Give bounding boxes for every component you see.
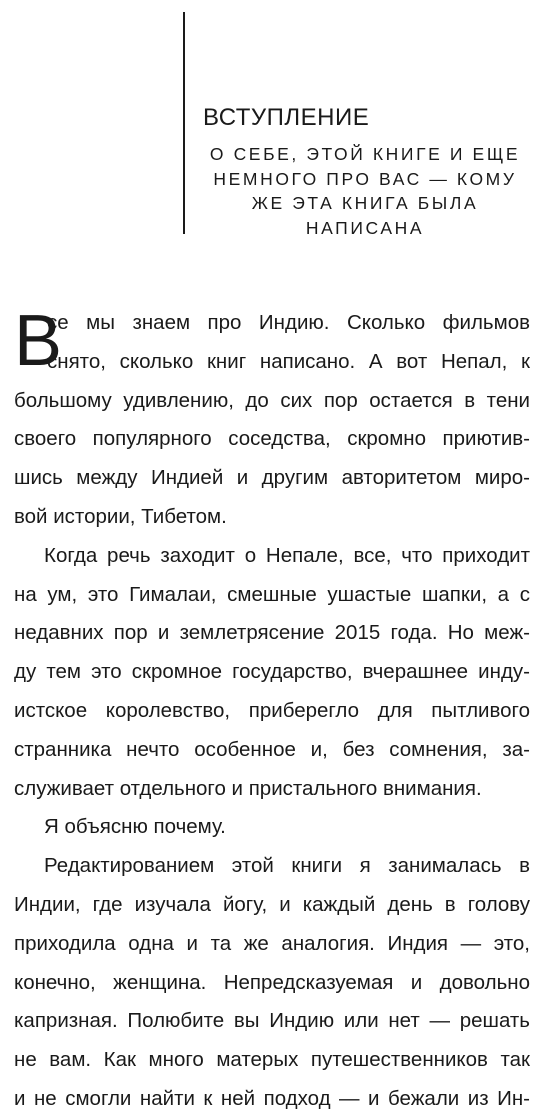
- chapter-title: ВСТУПЛЕНИЕ: [203, 104, 370, 131]
- text-line: конечно, женщина. Непредсказуемая и довольно: [14, 970, 530, 994]
- text-line: большому удивлению, до сих пор остается в тени: [14, 388, 530, 412]
- text-line: недавних пор и землетрясение 2015 года. Но меж-: [14, 621, 530, 645]
- chapter-subtitle-line: НАПИСАНА: [305, 217, 425, 238]
- drop-cap: В: [14, 301, 63, 381]
- text-line: ду тем это скромное государство, вчерашнее инду-: [14, 660, 530, 684]
- paragraph-1: [14, 301, 530, 537]
- text-line: странника нечто особенное и, без сомнения, за-: [14, 737, 530, 761]
- text-line: служивает отдельного и пристального внимания.: [14, 776, 482, 800]
- chapter-vertical-rule: [183, 12, 185, 234]
- text-line: Когда речь заходит о Непале, все, что приходит: [44, 543, 530, 567]
- text-line: Я объясню почему.: [44, 815, 226, 839]
- text-line: истское королевство, приберегло для пытливого: [14, 698, 530, 722]
- text-line: и не смогли найти к ней подход — и бежали из Ин-: [14, 1086, 530, 1110]
- text-line: не вам. Как много матерых путешественников так: [14, 1048, 530, 1072]
- text-line: на ум, это Гималаи, смешные ушастые шапки, а с: [14, 582, 530, 606]
- text-line: капризная. Полюбите вы Индию или нет — решать: [14, 1009, 530, 1033]
- text-line: се мы знаем про Индию. Сколько фильмов: [47, 311, 530, 334]
- chapter-subtitle-line: О СЕБЕ, ЭТОЙ КНИГЕ И ЕЩЕ: [209, 144, 521, 164]
- text-line: снято, сколько книг написано. А вот Непал, к: [47, 349, 530, 373]
- paragraph-2: [14, 537, 530, 809]
- text-line: Редактированием этой книги я занималась в: [44, 854, 530, 878]
- body-text: [14, 301, 530, 1119]
- chapter-subtitle-line: НЕМНОГО ПРО ВАС — КОМУ: [213, 168, 517, 189]
- chapter-subtitle-line: ЖЕ ЭТА КНИГА БЫЛА: [251, 193, 479, 213]
- text-line: Индии, где изучала йогу, и каждый день в голову: [14, 892, 530, 916]
- text-line: вой истории, Тибетом.: [14, 504, 227, 528]
- text-line: приходила одна и та же аналогия. Индия — это,: [14, 931, 530, 955]
- paragraph-3: [14, 808, 530, 847]
- paragraph-4: [14, 847, 530, 1119]
- chapter-subtitle: [200, 142, 530, 240]
- text-line: своего популярного соседства, скромно приютив-: [14, 427, 530, 451]
- text-line: шись между Индией и другим авторитетом миро-: [14, 466, 530, 490]
